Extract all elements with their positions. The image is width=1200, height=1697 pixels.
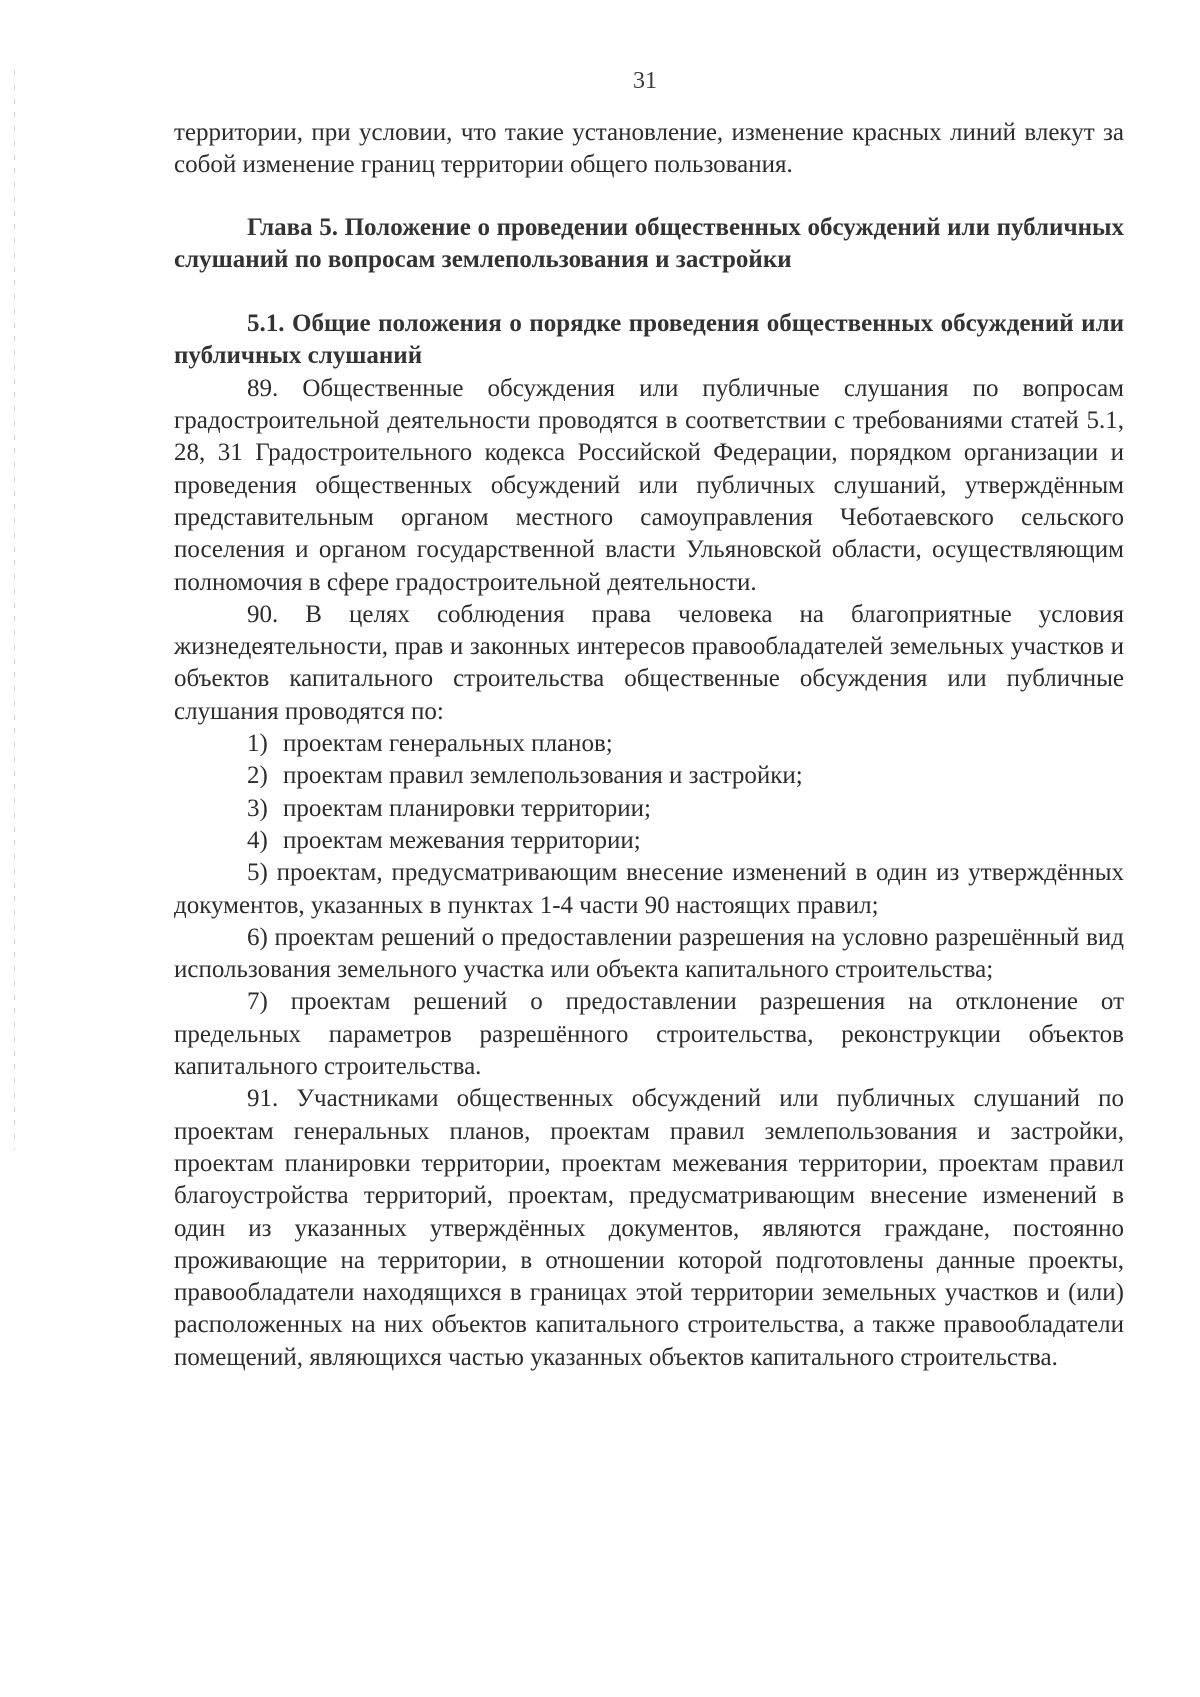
- list-item-number: 4): [247, 826, 268, 854]
- section-heading: 5.1. Общие положения о порядке проведения общественных обсуждений или публичных слушаний: [174, 310, 1124, 370]
- scan-edge-artifact: [14, 70, 15, 1150]
- page-body: [174, 117, 1124, 1374]
- list-item-7: 7) проектам решений о предоставлении разрешения на отклонение от предельных параметров разрешённого строительства, реконструкции объектов капитального строительства.: [174, 988, 1124, 1081]
- list-item-text: проектам межевания территории;: [283, 826, 641, 854]
- list-item-text: проектам генеральных планов;: [283, 730, 613, 758]
- list-item-2: [174, 760, 1124, 792]
- list-item-number: 3): [247, 794, 268, 822]
- paragraph-89: 89. Общественные обсуждения или публичные слушания по вопросам градостроительной деятельности проводятся в соответствии с требованиями статей 5.1, 28, 31 Градостроительного кодекса Российской Федерации, порядком организации и проведения общественных обсуждений или публичных слушаний, утверждённым представительным органом местного самоуправления Чеботаевского сельского поселения и органом государственной власти Ульяновской области, осуществляющим полномочия в сфере градостроительной деятельности.: [174, 374, 1124, 596]
- list-item-1: [174, 728, 1124, 760]
- list-item-6: 6) проектам решений о предоставлении разрешения на условно разрешённый вид использования земельного участка или объекта капитального строительства;: [174, 923, 1124, 984]
- list-item-text: проектам планировки территории;: [283, 794, 651, 822]
- list-item-4: [174, 825, 1124, 857]
- paragraph-91: 91. Участниками общественных обсуждений или публичных слушаний по проектам генеральных планов, проектам правил землепользования и застройки, проектам планировки территории, проектам межевания территории, проектам правил благоустройства территорий, проектам, предусматривающим внесение изменений в один из указанных утверждённых документов, являются граждане, постоянно проживающие на территории, в отношении которой подготовлены данные проекты, правообладатели находящихся в границах этой территории земельных участков и (или) расположенных на них объектов капитального строительства, а также правообладатели помещений, являющихся частью указанных объектов капитального строительства.: [174, 1085, 1124, 1371]
- paragraph-90: 90. В целях соблюдения права человека на благоприятные условия жизнедеятельности, прав и законных интересов правообладателей земельных участков и объектов капитального строительства общественные обсуждения или публичные слушания проводятся по:: [174, 600, 1124, 725]
- list-item-text: проектам правил землепользования и застройки;: [283, 762, 803, 790]
- list-item-number: 2): [247, 762, 268, 790]
- page-number: 31: [633, 68, 657, 94]
- chapter-heading: Глава 5. Положение о проведении общественных обсуждений или публичных слушаний по вопросам землепользования и застройки: [174, 213, 1124, 273]
- list-item-number: 1): [247, 730, 268, 758]
- continuation-paragraph: территории, при условии, что такие установление, изменение красных линий влекут за собой изменение границ территории общего пользования.: [174, 119, 1124, 179]
- list-item-3: [174, 793, 1124, 825]
- list-item-5: 5) проектам, предусматривающим внесение изменений в один из утверждённых документов, указанных в пунктах 1-4 части 90 настоящих правил;: [174, 859, 1124, 919]
